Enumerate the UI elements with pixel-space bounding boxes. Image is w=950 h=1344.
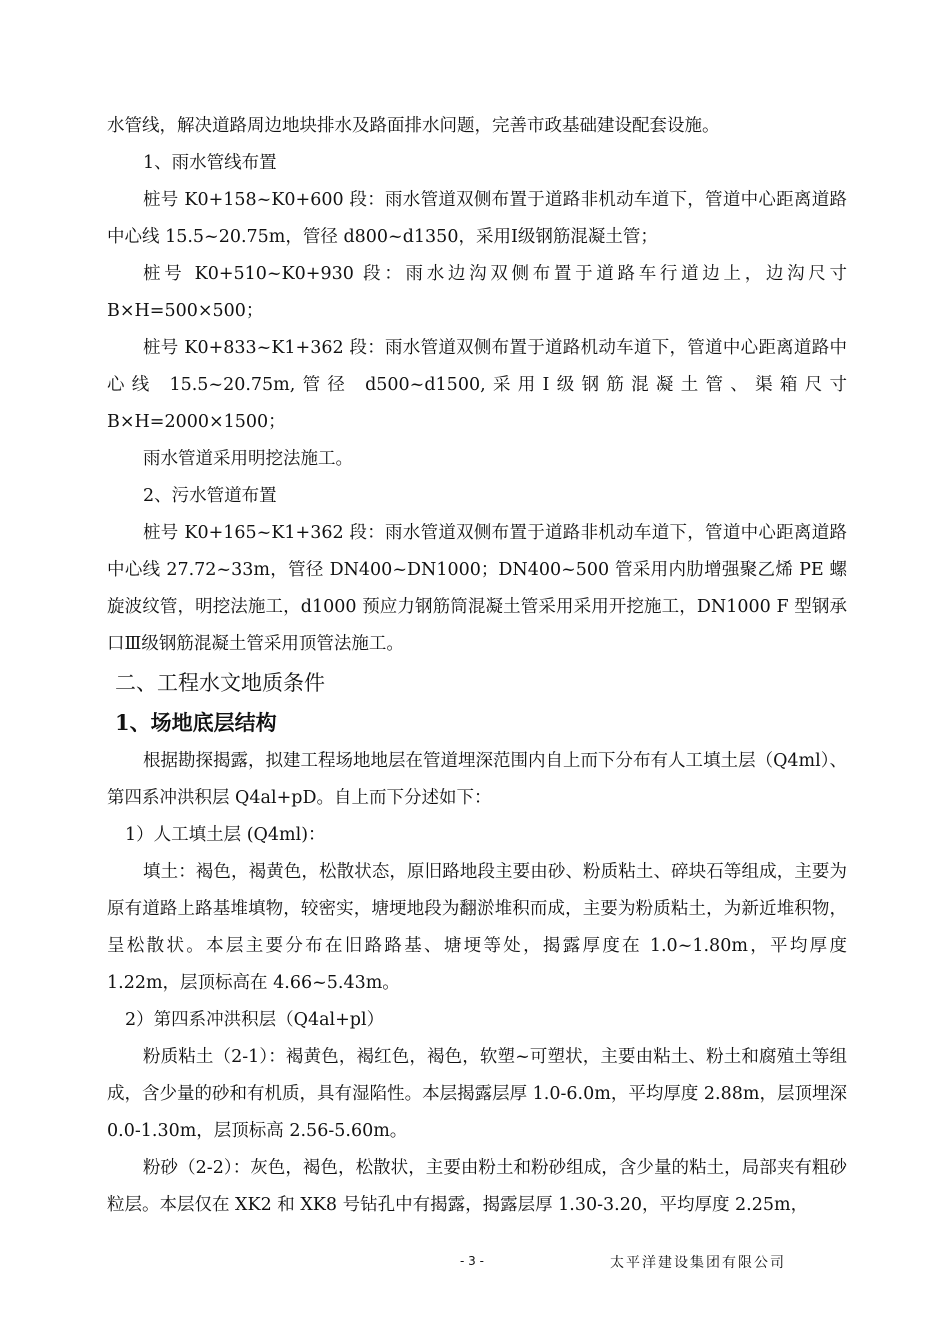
document-body	[107, 108, 847, 1224]
page-number: - 3 -	[460, 1254, 484, 1268]
subheading-alluvial-layer: 2）第四系冲洪积层（Q4al+pl）	[125, 1010, 385, 1030]
subheading-sewage-pipeline: 2、污水管道布置	[143, 486, 277, 506]
paragraph-sewage-segment: 桩号 K0+165~K1+362 段：雨水管道双侧布置于道路非机动车道下，管道中心距离道路中心线 27.72~33m，管径 DN400~DN1000；DN400~500 管采用内肋增强聚乙烯 PE 螺旋波纹管，明挖法施工，d1000 预应力钢筋筒混凝土管采用采用开挖施工，DN1000 F 型钢承口Ⅲ级钢筋混凝土管采用顶管法施工。	[107, 523, 847, 654]
paragraph-silty-sand: 粉砂（2-2）：灰色，褐色，松散状，主要由粉土和粉砂组成，含少量的粘土，局部夹有粗砂粒层。本层仅在 XK2 和 XK8 号钻孔中有揭露，揭露层厚 1.30-3.20，平均厚度 2.25m，	[107, 1158, 847, 1215]
subheading-fill-layer: 1）人工填土层 (Q4ml)：	[125, 825, 326, 845]
section-heading-hydrogeology: 二、工程水文地质条件	[115, 671, 325, 695]
paragraph-continuation: 水管线，解决道路周边地块排水及路面排水问题，完善市政基础建设配套设施。	[107, 116, 720, 136]
paragraph-strata-intro: 根据勘探揭露，拟建工程场地地层在管道埋深范围内自上而下分布有人工填土层（Q4ml）、第四系冲洪积层 Q4al+pD。自上而下分述如下：	[107, 751, 847, 808]
paragraph-fill-description: 填土：褐色，褐黄色，松散状态，原旧路地段主要由砂、粉质粘土、碎块石等组成，主要为原有道路上路基堆填物，较密实，塘埂地段为翻淤堆积而成，主要为粉质粘土，为新近堆积物，呈松散状。本层主要分布在旧路路基、塘埂等处，揭露厚度在 1.0~1.80m，平均厚度 1.22m，层顶标高在 4.66~5.43m。	[107, 862, 847, 993]
subheading-rain-pipeline: 1、雨水管线布置	[143, 153, 277, 173]
paragraph-rain-segment-3: 桩号 K0+833~K1+362 段：雨水管道双侧布置于道路机动车道下，管道中心距离道路中心线 15.5~20.75m,管径 d500~d1500,采用Ⅰ级钢筋混凝土管、渠箱尺寸 B×H=2000×1500；	[107, 338, 847, 432]
paragraph-rain-segment-1: 桩号 K0+158~K0+600 段：雨水管道双侧布置于道路非机动车道下，管道中心距离道路中心线 15.5~20.75m，管径 d800~d1350，采用Ⅰ级钢筋混凝土管；	[107, 190, 847, 247]
subsection-heading-strata: 1、场地底层结构	[115, 710, 277, 735]
paragraph-silty-clay: 粉质粘土（2-1）：褐黄色，褐红色，褐色，软塑~可塑状，主要由粘土、粉土和腐殖土等组成，含少量的砂和有机质，具有湿陷性。本层揭露层厚 1.0-6.0m，平均厚度 2.88m，层顶埋深 0.0-1.30m，层顶标高 2.56-5.60m。	[107, 1047, 847, 1141]
page-footer	[0, 1250, 950, 1280]
paragraph-rain-segment-2: 桩号 K0+510~K0+930 段：雨水边沟双侧布置于道路车行道边上，边沟尺寸 B×H=500×500；	[107, 264, 847, 321]
company-name: 太平洋建设集团有限公司	[610, 1255, 786, 1271]
paragraph-rain-construction: 雨水管道采用明挖法施工。	[143, 449, 353, 469]
